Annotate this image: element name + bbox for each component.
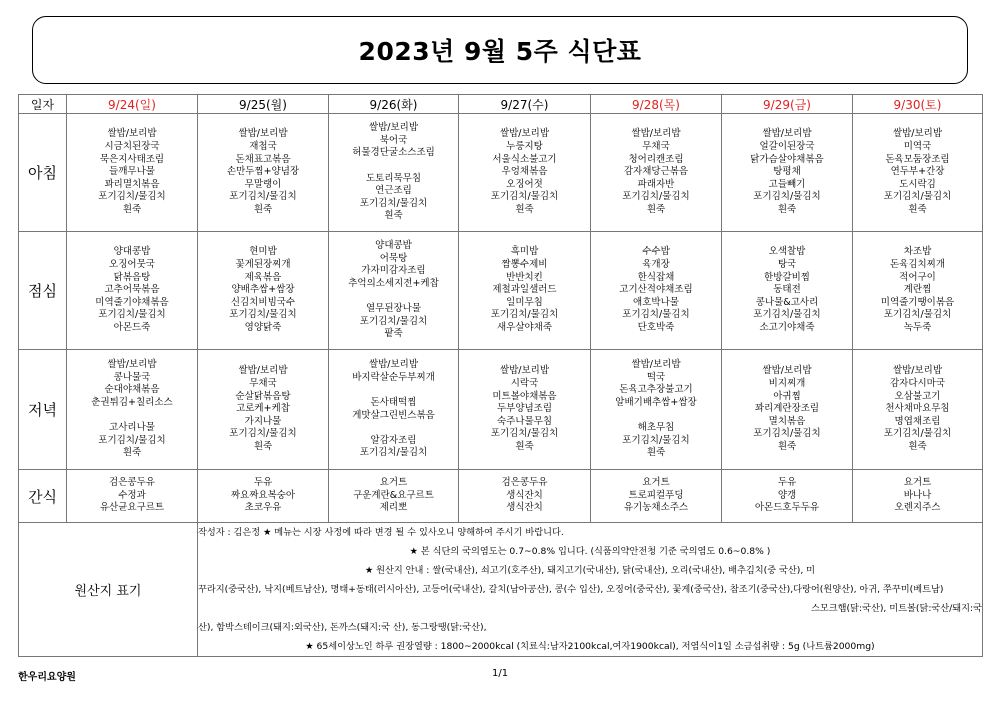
day-header: 9/27(수) (459, 95, 591, 114)
menu-item: 양대콩밥 (113, 246, 151, 258)
menu-item: 구운계란&요구르트 (353, 489, 434, 501)
menu-item: 감자채당근볶음 (623, 166, 689, 178)
menu-item: 천사채마요무침 (885, 403, 950, 415)
menu-item: 무말랭이 (244, 178, 282, 190)
date-label: 일자 (19, 95, 67, 114)
menu-item: 흰죽 (253, 440, 273, 452)
menu-item: 단호박죽 (637, 321, 675, 333)
menu-item: 두유 (777, 477, 797, 489)
menu-item: 서울식소불고기 (492, 153, 557, 165)
menu-item: 떡국 (646, 371, 666, 383)
snack-row (19, 470, 983, 523)
menu-item: 수수밥 (642, 246, 670, 258)
menu-item: 두유 (253, 477, 273, 489)
menu-item: 감자다시마국 (889, 378, 946, 390)
menu-item: 흰죽 (122, 447, 142, 459)
menu-item: 우엉채볶음 (501, 166, 548, 178)
menu-item: 콩나물국 (113, 371, 151, 383)
day-header: 9/30(토) (853, 95, 983, 114)
menu-item: 쌀밥/보리밥 (368, 122, 419, 134)
menu-item (329, 291, 458, 304)
menu-item: 고기산적야채조림 (619, 284, 693, 296)
menu-cell (591, 232, 722, 350)
menu-item: 포기김치/물김치 (98, 309, 166, 321)
menu-item: 초코우유 (244, 502, 282, 514)
menu-item: 애호박나물 (633, 296, 679, 308)
menu-item: 짜요짜요복숭아 (230, 489, 296, 501)
menu-item: 흰죽 (253, 203, 273, 215)
menu-item: 양대콩밥 (375, 240, 412, 252)
day-header: 9/24(일) (67, 95, 198, 114)
menu-item: 도시락김 (899, 178, 936, 190)
menu-cell (67, 470, 198, 523)
menu-item: 쌀밥/보리밥 (499, 365, 550, 377)
menu-item: 탕국 (777, 259, 797, 271)
menu-item: 검은콩두유 (501, 477, 548, 489)
menu-item: 포기김치/물김치 (622, 309, 690, 321)
menu-item: 미역줄기땡이볶음 (880, 296, 955, 308)
menu-cell (591, 114, 722, 232)
origin-label: 원산지 표기 (19, 523, 198, 657)
menu-item (329, 384, 458, 397)
menu-item: 포기김치/물김치 (490, 309, 559, 321)
menu-cell (722, 350, 853, 470)
menu-item: 고추어묵볶음 (104, 284, 160, 296)
menu-item: 제리뽀 (379, 502, 408, 514)
menu-item: 포기김치/물김치 (229, 309, 297, 321)
menu-item: 미역국 (903, 141, 932, 153)
menu-item: 오징어뭇국 (109, 259, 155, 271)
menu-item: 흰죽 (646, 447, 666, 459)
menu-item: 쌀밥/보리밥 (762, 365, 812, 377)
origin-note-line: ★ 65세이상노인 하루 권장열량 : 1800~2000kcal (치료식:남자2100kcal,여자1900kcal), 저염식이1일 소금섭취량 : 5g (나트륨2000mg) (305, 641, 875, 652)
menu-item: 생식잔치 (506, 502, 543, 514)
menu-item: 포기김치/물김치 (359, 315, 428, 327)
menu-item: 닭가슴살야채볶음 (750, 153, 824, 165)
menu-item: 쌀밥/보리밥 (238, 365, 288, 377)
origin-note-line: 산), 함박스테이크(돼지:외국산), 돈까스(돼지:국 산), 동그랑땡(닭:국산), (198, 622, 487, 633)
menu-item: 순대야채볶음 (104, 384, 160, 396)
menu-item: 흰죽 (777, 440, 797, 452)
menu-item (591, 410, 721, 423)
menu-item: 동태전 (773, 284, 801, 296)
breakfast-row (19, 114, 983, 232)
origin-note-line: ★ 원산지 안내 : 쌀(국내산), 쇠고기(호주산), 돼지고기(국내산), 닭(국내산), 오리(국내산), 배추김치(중 국산), 미 (364, 565, 816, 576)
menu-item: 한방갈비찜 (764, 271, 810, 283)
origin-note-line: 스모크햄(닭:국산), 미트볼(닭:국산/돼지:국 (811, 603, 982, 614)
menu-cell (722, 232, 853, 350)
menu-item: 쌀밥/보리밥 (107, 359, 157, 371)
menu-item: 열무된장나물 (365, 303, 422, 315)
menu-item: 요거트 (642, 477, 670, 489)
menu-item: 포기김치/물김치 (883, 309, 952, 321)
menu-item: 비지찌개 (768, 378, 806, 390)
menu-item: 포기김치/물김치 (490, 428, 559, 440)
menu-cell (591, 470, 722, 523)
menu-item: 숙주나물무침 (496, 415, 553, 427)
menu-item: 신김치비빔국수 (230, 296, 296, 308)
menu-item: 흰죽 (515, 203, 534, 215)
menu-item: 쌀밥/보리밥 (107, 128, 157, 140)
menu-item: 청어리캔조림 (628, 153, 684, 165)
menu-item: 돈육모둠장조림 (885, 153, 950, 165)
menu-item: 팥죽 (384, 328, 403, 340)
menu-cell (329, 232, 459, 350)
menu-cell (459, 232, 591, 350)
menu-item: 포기김치/물김치 (229, 191, 297, 203)
menu-item: 양배추쌈+쌈장 (231, 284, 295, 296)
menu-item: 흰죽 (908, 203, 927, 215)
menu-item: 추억의소세지전+케찹 (348, 277, 439, 289)
menu-item: 고사리나물 (109, 422, 155, 434)
menu-item: 아몬드호두두유 (754, 502, 820, 514)
menu-item: 해초무침 (637, 422, 675, 434)
menu-item: 어묵탕 (379, 252, 408, 264)
title-box (32, 16, 968, 84)
menu-item: 오색찰밥 (768, 246, 806, 258)
menu-item: 닭볶음탕 (113, 271, 151, 283)
meal-label: 간식 (19, 470, 67, 523)
menu-item: 포기김치/물김치 (883, 428, 952, 440)
menu-item: 누룽지탕 (506, 141, 543, 153)
menu-item: 소고기야채죽 (759, 321, 815, 333)
menu-item: 양갱 (777, 489, 797, 501)
menu-item: 수정과 (118, 489, 146, 501)
menu-item: 포기김치/물김치 (622, 434, 690, 446)
menu-item: 흑미밥 (510, 246, 539, 258)
menu-cell (591, 350, 722, 470)
day-header: 9/29(금) (722, 95, 853, 114)
menu-item: 흰죽 (646, 203, 666, 215)
menu-item: 손만두찜+양념장 (226, 166, 300, 178)
menu-item: 시금치된장국 (104, 141, 160, 153)
menu-item: 쌀밥/보리밥 (762, 128, 812, 140)
menu-item: 흰죽 (515, 440, 534, 452)
menu-item: 포기김치/물김치 (753, 309, 821, 321)
menu-item: 북어국 (379, 134, 408, 146)
header-row (19, 95, 983, 114)
menu-cell (329, 470, 459, 523)
menu-item: 요거트 (903, 477, 932, 489)
menu-item: 생식잔치 (506, 489, 543, 501)
menu-item: 쌀밥/보리밥 (892, 365, 943, 377)
menu-cell (459, 114, 591, 232)
menu-item: 두부양념조림 (496, 403, 553, 415)
menu-cell (853, 470, 983, 523)
menu-item: 흰죽 (384, 210, 403, 222)
menu-item: 도토리묵무침 (365, 172, 422, 184)
menu-item: 파래자반 (637, 178, 675, 190)
menu-item: 허물경단굴소스조림 (352, 147, 435, 159)
menu-item: 검은콩두유 (109, 477, 155, 489)
menu-item: 아몬드죽 (113, 321, 151, 333)
menu-item: 명엽채조림 (894, 415, 941, 427)
menu-item: 쌀밥/보리밥 (631, 359, 681, 371)
page-title: 2023년 9월 5주 식단표 (358, 37, 642, 66)
menu-item: 재첩국 (249, 141, 277, 153)
menu-item: 포기김치/물김치 (753, 428, 821, 440)
menu-item: 반반치킨 (506, 271, 543, 283)
menu-item: 쌀밥/보리밥 (368, 359, 419, 371)
menu-item: 탕평채 (773, 166, 801, 178)
origin-note-line: 꾸라지(중국산), 낙지(베트남산), 명태+동태(러시아산), 고등어(국내산), 갈치(남아공산), 콩(수 입산), 오징어(중국산), 꽃게(중국산), 참조기(중국산),다랑어(원양산), 아귀, 쭈꾸미(베트남) (198, 584, 944, 595)
dinner-row (19, 350, 983, 470)
menu-item: 계란찜 (903, 284, 932, 296)
menu-item: 포기김치/물김치 (98, 191, 166, 203)
menu-item: 쌀밥/보리밥 (238, 128, 288, 140)
day-header: 9/25(월) (198, 95, 329, 114)
menu-cell (722, 114, 853, 232)
menu-cell (198, 114, 329, 232)
menu-item: 미역줄기야채볶음 (95, 296, 169, 308)
menu-item: 트로피컬푸딩 (628, 489, 684, 501)
menu-item: 돈채표고볶음 (235, 153, 291, 165)
menu-item: 유기농채소주스 (623, 502, 689, 514)
menu-item: 시락국 (510, 378, 539, 390)
menu-item: 적어구이 (899, 271, 936, 283)
menu-item: 오삼불고기 (894, 390, 941, 402)
menu-item: 포기김치/물김치 (229, 428, 297, 440)
institution-name: 한우리요양원 (18, 672, 76, 683)
menu-item: 얼갈이된장국 (759, 141, 815, 153)
menu-item: 들깨무나물 (109, 166, 155, 178)
menu-item: 제철과일샐러드 (492, 284, 557, 296)
menu-item: 바지락살순두부찌개 (352, 371, 435, 383)
menu-item: 돈사태떡찜 (370, 396, 417, 408)
menu-cell (459, 350, 591, 470)
menu-item: 바나나 (903, 489, 932, 501)
menu-item: 콩나물&고사리 (755, 296, 819, 308)
menu-item: 일미무침 (506, 296, 543, 308)
meal-label: 저녁 (19, 350, 67, 470)
menu-cell (329, 350, 459, 470)
menu-item (329, 422, 458, 435)
menu-item: 무채국 (642, 141, 670, 153)
origin-note-line: 작성자 : 김은정 ★ 메뉴는 시장 사정에 따라 변경 될 수 있사오니 양해하여 주시기 바랍니다. (198, 527, 564, 538)
menu-item: 요거트 (379, 477, 408, 489)
menu-item: 포기김치/물김치 (883, 191, 952, 203)
menu-item: 연근조림 (375, 185, 412, 197)
menu-cell (67, 114, 198, 232)
menu-item: 포기김치/물김치 (490, 191, 559, 203)
menu-item: 돈육고추장불고기 (619, 384, 693, 396)
day-header: 9/26(화) (329, 95, 459, 114)
menu-item (67, 410, 197, 423)
menu-item: 쌀밥/보리밥 (892, 128, 943, 140)
menu-item: 고들빼기 (768, 178, 806, 190)
lunch-row (19, 232, 983, 350)
menu-cell (198, 350, 329, 470)
menu-item: 흰죽 (777, 203, 797, 215)
menu-item: 알배기배추쌈+쌈장 (615, 396, 697, 408)
menu-item: 쌀밥/보리밥 (631, 128, 681, 140)
menu-item: 꽈리멸치볶음 (104, 178, 160, 190)
menu-item: 흰죽 (908, 440, 927, 452)
menu-cell (67, 350, 198, 470)
menu-item: 포기김치/물김치 (622, 191, 690, 203)
menu-item: 육개장 (642, 259, 670, 271)
menu-item: 무채국 (249, 378, 277, 390)
menu-item: 차조밥 (903, 246, 932, 258)
menu-item: 연두부+간장 (890, 166, 945, 178)
menu-item: 꽃게된장찌개 (235, 259, 291, 271)
menu-item: 포기김치/물김치 (753, 191, 821, 203)
menu-item: 순살닭볶음탕 (235, 390, 291, 402)
origin-notes (198, 523, 983, 657)
menu-item: 오렌지주스 (894, 502, 941, 514)
menu-item (329, 160, 458, 173)
menu-cell (67, 232, 198, 350)
menu-item: 쌀밥/보리밥 (499, 128, 550, 140)
menu-item: 새우살야채죽 (496, 321, 553, 333)
menu-cell (722, 470, 853, 523)
menu-item: 게맛살그린빈스볶음 (352, 409, 435, 421)
menu-item: 영양닭죽 (244, 321, 282, 333)
menu-cell (459, 470, 591, 523)
menu-item: 한식잡채 (637, 271, 675, 283)
menu-item: 꽈리계란장조림 (754, 403, 820, 415)
menu-item: 유산균요구르트 (99, 502, 165, 514)
menu-item: 미트볼야채볶음 (492, 390, 557, 402)
menu-cell (329, 114, 459, 232)
menu-item: 포기김치/물김치 (98, 434, 166, 446)
menu-item: 돈육김치찌개 (889, 259, 946, 271)
menu-item: 현미밥 (249, 246, 277, 258)
menu-item: 묵은지사태조림 (99, 153, 165, 165)
menu-item: 포기김치/물김치 (359, 197, 428, 209)
meal-label: 점심 (19, 232, 67, 350)
menu-table (18, 94, 983, 657)
menu-item: 포기김치/물김치 (359, 447, 428, 459)
page-number: 1/1 (492, 668, 509, 679)
menu-item: 고로케+케찹 (236, 403, 290, 415)
menu-item: 흰죽 (122, 203, 142, 215)
menu-item: 짬뽕수제비 (501, 259, 548, 271)
meal-label: 아침 (19, 114, 67, 232)
menu-item: 제육볶음 (244, 271, 282, 283)
menu-item: 오징어젓 (506, 178, 543, 190)
menu-item: 멸치볶음 (768, 415, 806, 427)
menu-cell (853, 232, 983, 350)
day-header: 9/28(목) (591, 95, 722, 114)
menu-item: 알감자조림 (370, 434, 417, 446)
menu-item: 녹두죽 (903, 321, 932, 333)
menu-item: 아귀찜 (773, 390, 801, 402)
menu-item: 춘권튀김+칠리소스 (91, 396, 173, 408)
menu-cell (853, 350, 983, 470)
menu-cell (198, 232, 329, 350)
origin-row (19, 523, 983, 657)
menu-item: 가지나물 (244, 415, 282, 427)
origin-note-line: ★ 본 식단의 국의염도는 0.7~0.8% 입니다. (식품의약안전청 기준 국의염도 0.6~0.8% ) (409, 546, 771, 557)
menu-item: 가자미감자조림 (361, 265, 426, 277)
menu-cell (198, 470, 329, 523)
menu-cell (853, 114, 983, 232)
